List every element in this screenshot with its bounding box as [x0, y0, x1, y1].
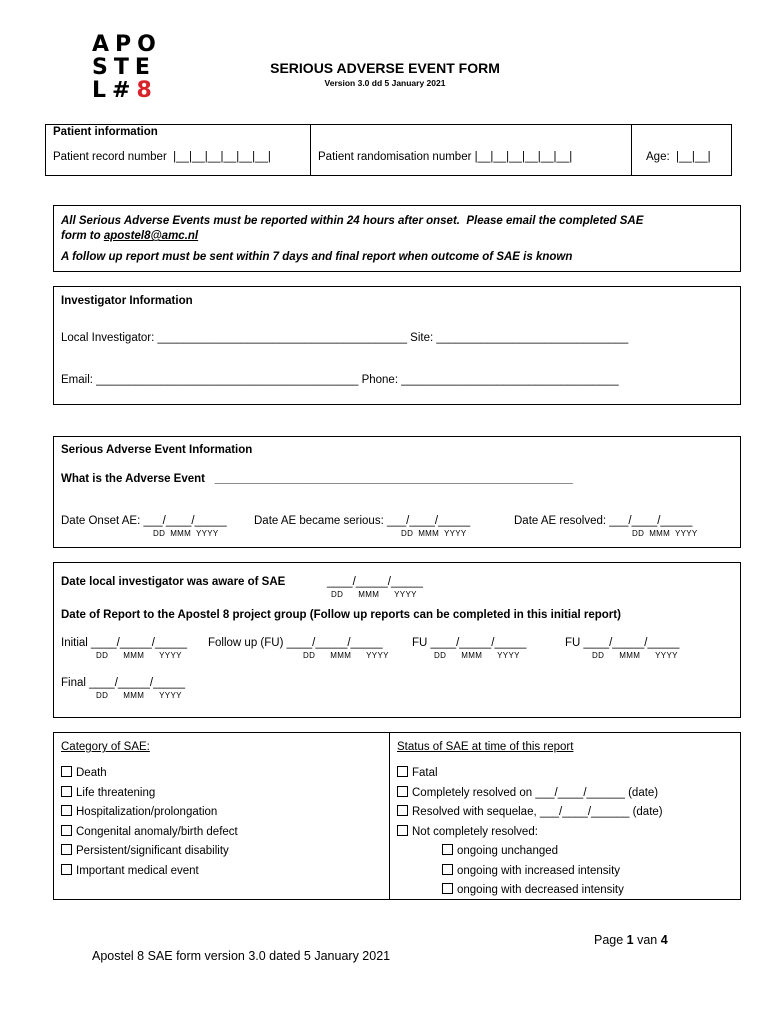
option-label: Hospitalization/prolongation: [76, 806, 218, 818]
status-fatal-option[interactable]: [397, 766, 438, 779]
sae-info-heading: Serious Adverse Event Information: [61, 444, 253, 456]
investigator-heading: Investigator Information: [61, 295, 193, 307]
fu-date-format-2: DD MMM YYYY: [592, 651, 678, 660]
patient-randomisation-field[interactable]: Patient randomisation number |__|__|__|__|__|__|: [318, 151, 573, 163]
patient-record-number-field[interactable]: Patient record number |__|__|__|__|__|__|: [53, 151, 271, 163]
status-completely-resolved-option[interactable]: [397, 786, 658, 799]
date-resolved-field[interactable]: Date AE resolved: ___/____/_____: [514, 515, 693, 527]
option-label: Not completely resolved:: [412, 826, 538, 838]
date-onset-field[interactable]: Date Onset AE: ___/____/_____: [61, 515, 227, 527]
date-serious-format: DD MMM YYYY: [401, 529, 467, 538]
form-title: SERIOUS ADVERSE EVENT FORM: [270, 60, 500, 76]
page-number: [594, 933, 668, 947]
aware-date-label: Date local investigator was aware of SAE: [61, 576, 286, 588]
category-heading: Category of SAE:: [61, 741, 150, 753]
option-label: ongoing unchanged: [457, 845, 559, 857]
followup-date-field[interactable]: Follow up (FU) ____/_____/_____: [208, 637, 383, 649]
logo-line-3-prefix: L#: [92, 78, 137, 103]
page-prefix: Page: [594, 933, 627, 947]
followup-date-format: DD MMM YYYY: [303, 651, 389, 660]
patient-table-divider-2: [631, 124, 632, 176]
status-ongoing-unchanged-option[interactable]: [442, 844, 558, 857]
status-resolved-sequelae-option[interactable]: [397, 805, 663, 818]
aware-date-format: DD MMM YYYY: [331, 590, 417, 599]
category-hospitalization-option[interactable]: [61, 805, 217, 818]
checkbox[interactable]: [61, 766, 72, 777]
option-label: ongoing with decreased intensity: [457, 884, 624, 896]
footer-doc-version: Apostel 8 SAE form version 3.0 dated 5 January 2021: [92, 949, 391, 963]
date-serious-field[interactable]: Date AE became serious: ___/____/_____: [254, 515, 471, 527]
category-life-threatening-option[interactable]: [61, 786, 155, 799]
checkbox[interactable]: [397, 805, 408, 816]
checkbox[interactable]: [61, 864, 72, 875]
category-medical-event-option[interactable]: [61, 864, 199, 877]
form-version: Version 3.0 dd 5 January 2021: [324, 78, 446, 88]
status-not-resolved-option[interactable]: [397, 825, 538, 838]
patient-table-divider-1: [310, 124, 311, 176]
logo-line-2: STE: [92, 55, 156, 80]
patient-age-field[interactable]: Age: |__|__|: [646, 151, 711, 163]
checkbox[interactable]: [442, 864, 453, 875]
option-label: Persistent/significant disability: [76, 845, 229, 857]
status-heading: Status of SAE at time of this report: [397, 741, 574, 753]
checkbox[interactable]: [61, 825, 72, 836]
notice-line-1: All Serious Adverse Events must be reported within 24 hours after onset. Please email the completed SAE: [61, 215, 644, 227]
option-label: ongoing with increased intensity: [457, 865, 621, 877]
local-investigator-site-field[interactable]: Local Investigator: _______________________________________ Site: ______________________________: [61, 332, 629, 344]
email-link[interactable]: apostel8@amc.nl: [103, 230, 199, 242]
checkbox[interactable]: [61, 844, 72, 855]
page-separator: van: [633, 933, 661, 947]
option-label: Death: [76, 767, 107, 779]
adverse-event-field[interactable]: What is the Adverse Event ________________________________________________________: [61, 473, 573, 485]
category-disability-option[interactable]: [61, 844, 229, 857]
initial-date-field[interactable]: Initial ____/_____/_____: [61, 637, 187, 649]
checkbox[interactable]: [61, 786, 72, 797]
aware-date-field[interactable]: ____/_____/_____: [327, 576, 423, 588]
notice-line-3: A follow up report must be sent within 7 days and final report when outcome of SAE is known: [61, 251, 573, 263]
category-death-option[interactable]: [61, 766, 107, 779]
report-date-label: Date of Report to the Apostel 8 project group (Follow up reports can be completed in this initial report): [61, 609, 621, 621]
patient-info-heading: Patient information: [53, 126, 158, 138]
checkbox[interactable]: [397, 786, 408, 797]
option-label: Resolved with sequelae, ___/____/______ (date): [412, 806, 663, 818]
checkbox[interactable]: [397, 766, 408, 777]
category-status-divider: [389, 732, 390, 900]
fu-date-field-2[interactable]: FU ____/_____/_____: [565, 637, 680, 649]
notice-line-2-prefix: form to: [61, 230, 104, 242]
option-label: Completely resolved on ___/____/______ (date): [412, 787, 659, 799]
final-date-format: DD MMM YYYY: [96, 691, 182, 700]
logo-line-3: [92, 80, 172, 103]
checkbox[interactable]: [442, 844, 453, 855]
date-onset-format: DD MMM YYYY: [153, 529, 219, 538]
fu-date-format-1: DD MMM YYYY: [434, 651, 520, 660]
category-congenital-option[interactable]: [61, 825, 238, 838]
checkbox[interactable]: [61, 805, 72, 816]
date-resolved-format: DD MMM YYYY: [632, 529, 698, 538]
initial-date-format: DD MMM YYYY: [96, 651, 182, 660]
total-pages: 4: [660, 933, 668, 947]
logo-accent-eight: 8: [136, 78, 158, 103]
current-page: 1: [626, 933, 634, 947]
status-ongoing-decreased-option[interactable]: [442, 883, 624, 896]
status-ongoing-increased-option[interactable]: [442, 864, 620, 877]
apostel8-logo: [92, 34, 172, 103]
checkbox[interactable]: [397, 825, 408, 836]
logo-line-1: APO: [92, 32, 162, 57]
option-label: Life threatening: [76, 787, 156, 799]
option-label: Fatal: [412, 767, 438, 779]
option-label: Important medical event: [76, 865, 199, 877]
email-phone-field[interactable]: Email: _________________________________________ Phone: __________________________________: [61, 374, 619, 386]
fu-date-field-1[interactable]: FU ____/_____/_____: [412, 637, 527, 649]
option-label: Congenital anomaly/birth defect: [76, 826, 238, 838]
final-date-field[interactable]: Final ____/_____/_____: [61, 677, 186, 689]
notice-line-2: [61, 230, 198, 242]
checkbox[interactable]: [442, 883, 453, 894]
